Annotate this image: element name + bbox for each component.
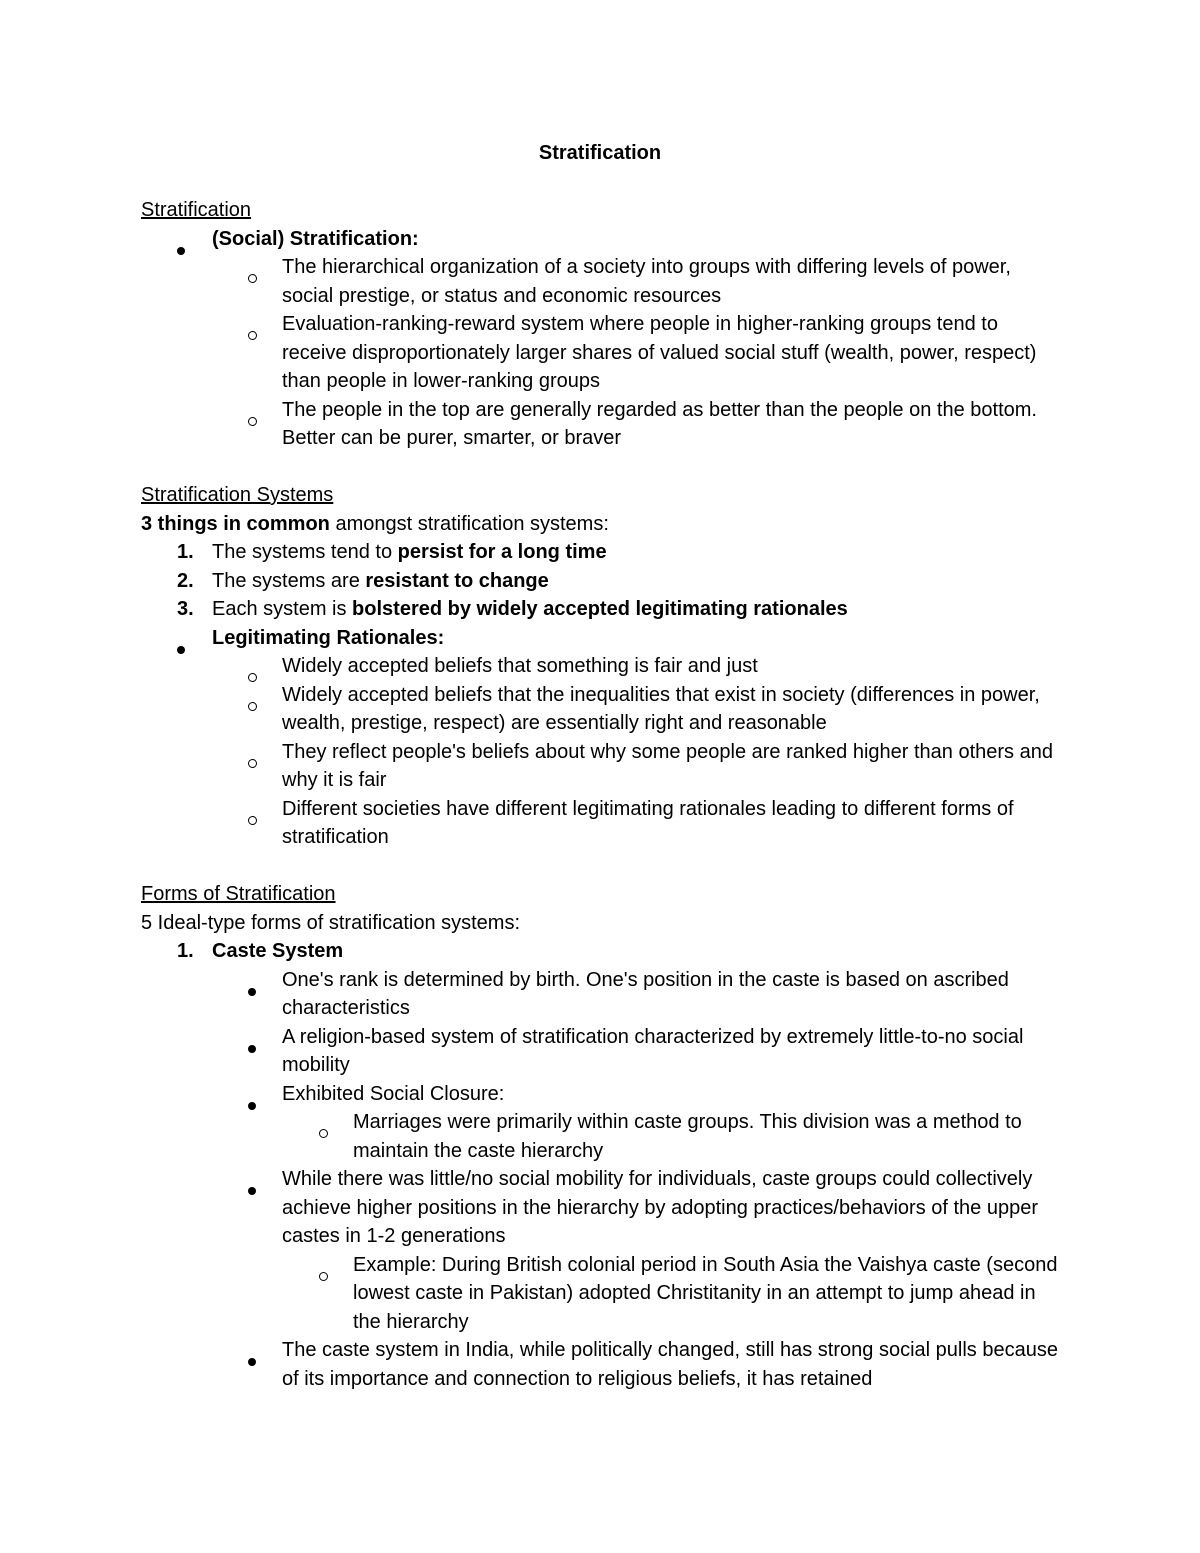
bullet-icon <box>248 1346 256 1375</box>
list-item <box>141 1023 1061 1080</box>
list-item-text: One's rank is determined by birth. One's position in the caste is based on ascribed characteristics <box>282 968 1009 1019</box>
circle-bullet-icon <box>248 406 257 435</box>
list-item <box>141 1108 1061 1165</box>
item-bold-text: persist for a long time <box>397 541 607 563</box>
list-item <box>141 652 1061 681</box>
list-item-text: They reflect people's beliefs about why some people are ranked higher than others and why it is fair <box>282 740 1053 791</box>
list-item <box>141 624 1061 653</box>
list-item <box>141 1251 1061 1337</box>
item-bold-text: bolstered by widely accepted legitimating rationales <box>352 598 848 620</box>
list-item-text: Example: During British colonial period in South Asia the Vaishya caste (second lowest caste in Pakistan) adopted Christitanity in an attempt to jump ahead in the hierarchy <box>353 1253 1058 1333</box>
document-title: Stratification <box>538 142 662 164</box>
circle-bullet-icon <box>248 748 257 777</box>
circle-bullet-icon <box>319 1118 328 1147</box>
circle-bullet-icon <box>248 805 257 834</box>
item-number: 2. <box>177 569 194 592</box>
list-item-text: The caste system in India, while politically changed, still has strong social pulls because of its importance and connection to religious beliefs, it has retained <box>282 1339 1058 1390</box>
numbered-item <box>141 567 1061 596</box>
section-heading-systems: Stratification Systems <box>141 484 334 506</box>
term-label: Legitimating Rationales: <box>212 626 445 649</box>
list-item <box>141 681 1061 738</box>
list-item <box>141 253 1061 310</box>
bullet-icon <box>248 1033 256 1062</box>
document-content <box>141 139 1061 1393</box>
list-item-text: Widely accepted beliefs that something is fair and just <box>282 655 758 677</box>
list-item <box>141 1165 1061 1251</box>
list-item-text: Marriages were primarily within caste groups. This division was a method to maintain the caste hierarchy <box>353 1111 1022 1162</box>
intro-bold: 3 things in common <box>141 512 330 535</box>
list-item <box>141 396 1061 453</box>
list-item <box>141 1336 1061 1393</box>
section-intro <box>141 510 1061 539</box>
list-item-text: Widely accepted beliefs that the inequalities that exist in society (differences in power, wealth, prestige, respect) are essentially right and reasonable <box>282 683 1040 734</box>
numbered-item <box>141 538 1061 567</box>
list-item <box>141 225 1061 254</box>
list-item-text: The hierarchical organization of a society into groups with differing levels of power, social prestige, or status and economic resources <box>282 256 1011 307</box>
list-item-text: Different societies have different legitimating rationales leading to different forms of stratification <box>282 797 1014 848</box>
item-number: 3. <box>177 598 194 620</box>
list-item <box>141 1080 1061 1109</box>
intro-rest: amongst stratification systems: <box>329 512 609 535</box>
circle-bullet-icon <box>248 320 257 349</box>
circle-bullet-icon <box>248 263 257 292</box>
section-heading-forms: Forms of Stratification <box>141 883 336 905</box>
bullet-icon <box>248 1175 256 1204</box>
numbered-item <box>141 937 1061 966</box>
item-title: Caste System <box>212 940 344 962</box>
item-text: The systems are <box>212 569 366 592</box>
item-text: The systems tend to <box>212 541 398 563</box>
list-item <box>141 738 1061 795</box>
item-text: Each system is <box>212 598 353 620</box>
list-item-text: While there was little/no social mobility for individuals, caste groups could collectively achieve higher positions in the hierarchy by adopting practices/behaviors of the upper castes in 1-2 generations <box>282 1168 1039 1247</box>
section-heading-stratification: Stratification <box>141 199 252 221</box>
list-item <box>141 310 1061 396</box>
circle-bullet-icon <box>319 1261 328 1290</box>
list-item-text: Exhibited Social Closure: <box>282 1082 505 1105</box>
list-item <box>141 795 1061 852</box>
bullet-icon <box>248 976 256 1005</box>
list-item <box>141 966 1061 1023</box>
section-intro: 5 Ideal-type forms of stratification systems: <box>141 911 521 934</box>
list-item-text: A religion-based system of stratification characterized by extremely little-to-no social mobility <box>282 1025 1024 1076</box>
item-number: 1. <box>177 541 194 563</box>
item-number: 1. <box>177 940 194 962</box>
circle-bullet-icon <box>248 691 257 720</box>
list-item-text: Evaluation-ranking-reward system where people in higher-ranking groups tend to receive disproportionately larger shares of valued social stuff (wealth, power, respect) than people in lower-ranking groups <box>282 313 1037 392</box>
list-item-text: The people in the top are generally regarded as better than the people on the bottom. Better can be purer, smarter, or braver <box>282 398 1037 449</box>
term-label: (Social) Stratification: <box>212 227 419 250</box>
numbered-item <box>141 595 1061 624</box>
item-bold-text: resistant to change <box>365 569 549 592</box>
